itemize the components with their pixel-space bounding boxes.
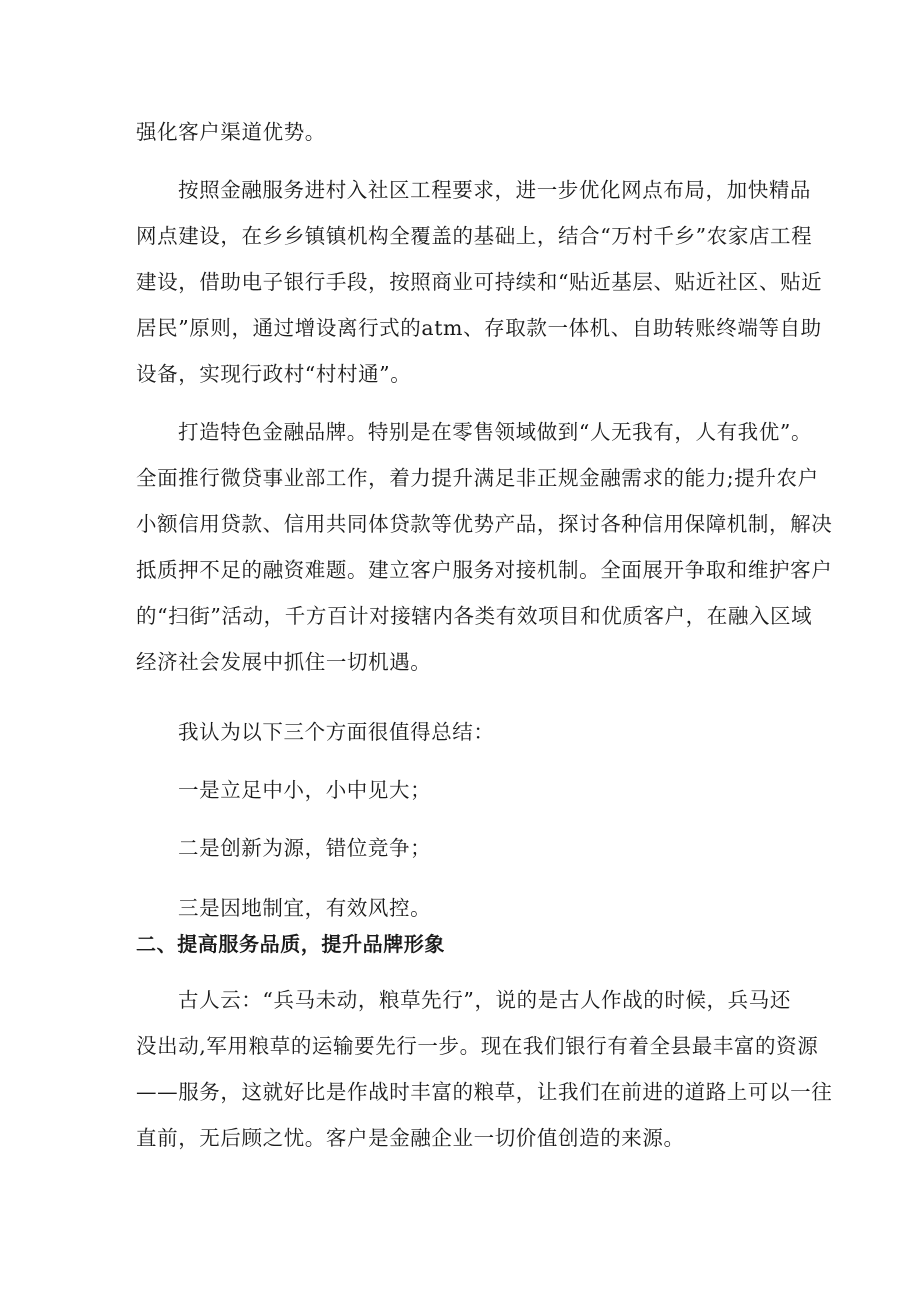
paragraph-line: 经济社会发展中抓住一切机遇。 (136, 650, 432, 674)
summary-point-3: 三是因地制宜，有效风控。 (178, 896, 432, 920)
paragraph-line: 强化客户渠道优势。 (136, 120, 326, 144)
paragraph-line: 全面推行微贷事业部工作，着力提升满足非正规金融需求的能力;提升农户 (136, 466, 819, 490)
paragraph-line: 没出动,军用粮草的运输要先行一步。现在我们银行有着全县最丰富的资源 (136, 1034, 819, 1058)
paragraph-line: 直前，无后顾之忧。客户是金融企业一切价值创造的来源。 (136, 1126, 685, 1150)
paragraph-line: 建设，借助电子银行手段，按照商业可持续和“贴近基层、贴近社区、贴近 (136, 270, 823, 294)
paragraph-line: 古人云：“兵马未动，粮草先行”，说的是古人作战的时候，兵马还 (178, 988, 791, 1012)
summary-intro: 我认为以下三个方面很值得总结： (178, 720, 495, 744)
paragraph-line: 居民”原则，通过增设离行式的atm、存取款一体机、自助转账终端等自助 (136, 316, 822, 340)
summary-point-2: 二是创新为源，错位竞争； (178, 836, 432, 860)
paragraph-line: 网点建设，在乡乡镇镇机构全覆盖的基础上，结合“万村千乡”农家店工程 (136, 224, 813, 248)
paragraph-line: 抵质押不足的融资难题。建立客户服务对接机制。全面展开争取和维护客户 (136, 558, 833, 582)
paragraph-line: 设备，实现行政村“村村通”。 (136, 362, 412, 386)
paragraph-line: 打造特色金融品牌。特别是在零售领域做到“人无我有，人有我优”。 (178, 420, 813, 444)
summary-point-1: 一是立足中小，小中见大； (178, 778, 432, 802)
paragraph-line: 的“扫街”活动，千方百计对接辖内各类有效项目和优质客户，在融入区域 (136, 604, 813, 628)
paragraph-line: ——服务，这就好比是作战时丰富的粮草，让我们在前进的道路上可以一往 (136, 1080, 833, 1104)
section-heading: 二、提高服务品质，提升品牌形象 (136, 932, 445, 956)
paragraph-line: 按照金融服务进村入社区工程要求，进一步优化网点布局，加快精品 (178, 178, 811, 202)
paragraph-line: 小额信用贷款、信用共同体贷款等优势产品，探讨各种信用保障机制，解决 (136, 512, 833, 536)
